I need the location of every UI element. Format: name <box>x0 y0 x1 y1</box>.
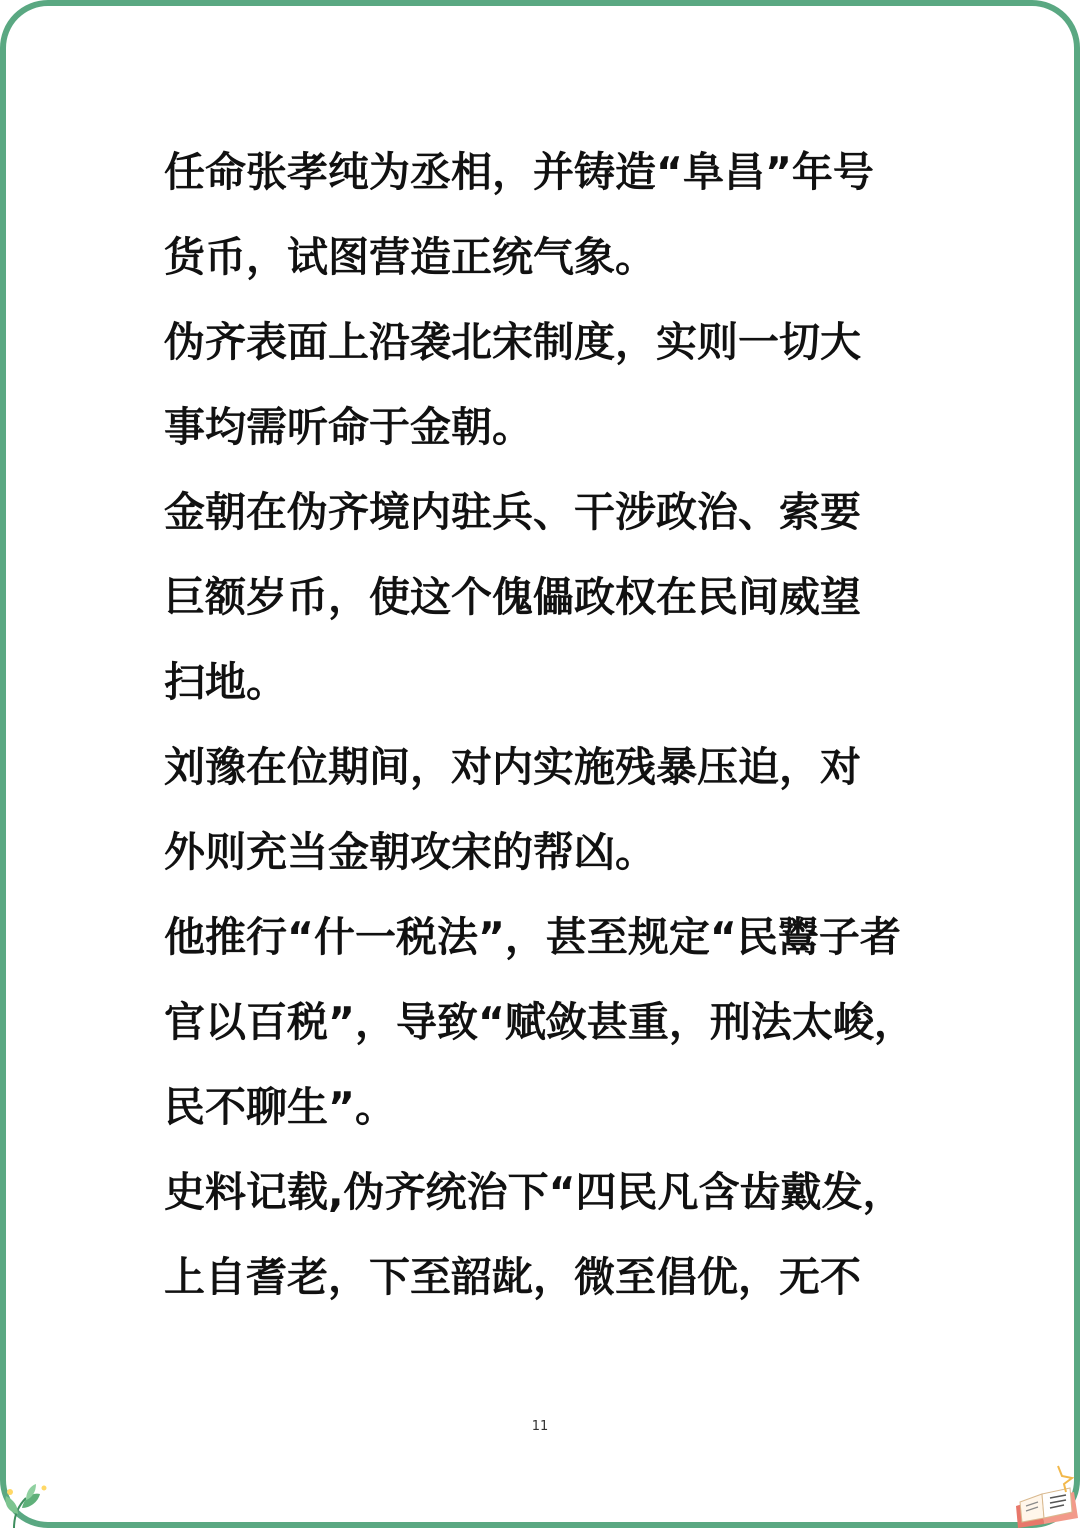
text-line: 官以百税”，导致“赋敛甚重，刑法太峻， <box>164 998 915 1046</box>
text-line: 伪齐表面上沿袭北宋制度，实则一切大 <box>164 318 861 366</box>
text-line: 外则充当金朝攻宋的帮凶。 <box>164 828 656 876</box>
document-body <box>164 130 924 1320</box>
text-line: 民不聊生”。 <box>164 1083 396 1131</box>
open-book-icon <box>1008 1462 1080 1528</box>
text-line: 史料记载,伪齐统治下“四民凡含齿戴发， <box>164 1168 904 1216</box>
text-line: 事均需听命于金朝。 <box>164 403 533 451</box>
text-line: 刘豫在位期间，对内实施残暴压迫，对 <box>164 743 861 791</box>
text-line: 上自耆老，下至韶龀，微至倡优，无不 <box>164 1253 861 1301</box>
text-line: 他推行“什一税法”，甚至规定“民鬻子者 <box>164 913 901 961</box>
text-line: 巨额岁币，使这个傀儡政权在民间威望 <box>164 573 861 621</box>
text-line: 货币，试图营造正统气象。 <box>164 233 656 281</box>
text-line: 金朝在伪齐境内驻兵、干涉政治、索要 <box>164 488 861 536</box>
text-line: 扫地。 <box>164 658 287 706</box>
leaf-sprig-icon <box>0 1478 60 1528</box>
page-number: 11 <box>531 1419 549 1434</box>
text-line: 任命张孝纯为丞相，并铸造“阜昌”年号 <box>164 148 874 196</box>
